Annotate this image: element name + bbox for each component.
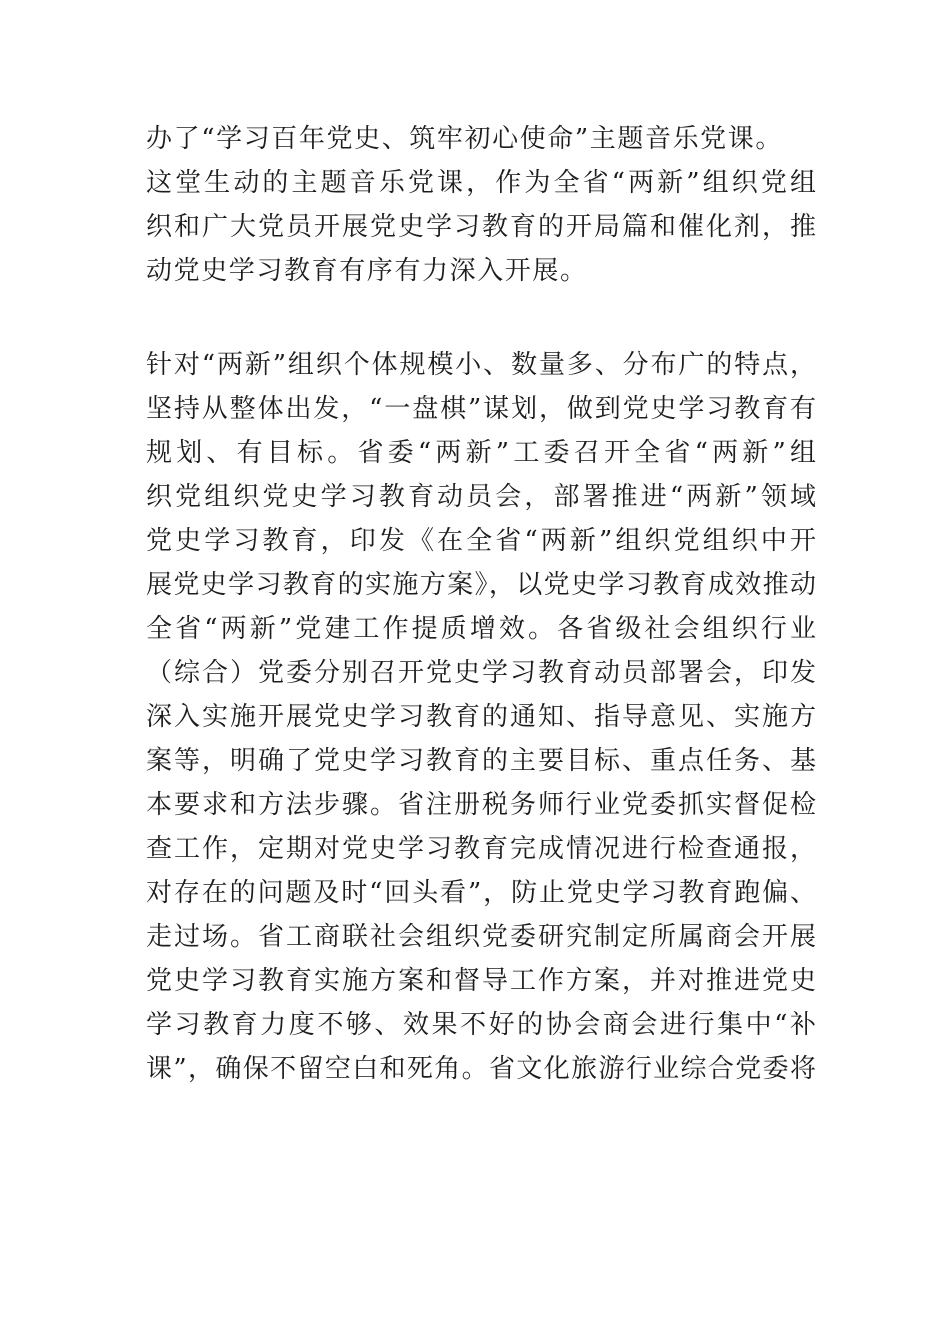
text-line: 走过场。省工商联社会组织党委研究制定所属商会开展 [146,922,816,952]
text-line: 对存在的问题及时“回头看”，防止党史学习教育跑偏、 [146,878,816,908]
text-line: 课”，确保不留空白和死角。省文化旅游行业综合党委将 [146,1054,816,1084]
text-line: 织党组织党史学习教育动员会，部署推进“两新”领域 [146,482,816,512]
text-line: 坚持从整体出发，“一盘棋”谋划，做到党史学习教育有 [146,394,816,424]
text-line: 党史学习教育，印发《在全省“两新”组织党组织中开 [146,526,816,556]
text-line: 查工作，定期对党史学习教育完成情况进行检查通报， [146,834,816,864]
text-line: 本要求和方法步骤。省注册税务师行业党委抓实督促检 [146,790,816,820]
text-line: 学习教育力度不够、效果不好的协会商会进行集中“补 [146,1010,816,1040]
text-line: 动党史学习教育有序有力深入开展。 [146,256,588,286]
text-line: 案等，明确了党史学习教育的主要目标、重点任务、基 [146,746,816,776]
text-line: 全省“两新”党建工作提质增效。各省级社会组织行业 [146,614,816,644]
text-line: 这堂生动的主题音乐党课，作为全省“两新”组织党组 [146,168,816,198]
text-line: 党史学习教育实施方案和督导工作方案，并对推进党史 [146,966,816,996]
text-line: 织和广大党员开展党史学习教育的开局篇和催化剂，推 [146,212,816,242]
text-line: （综合）党委分别召开党史学习教育动员部署会，印发 [146,658,816,688]
text-line: 深入实施开展党史学习教育的通知、指导意见、实施方 [146,702,816,732]
text-line: 针对“两新”组织个体规模小、数量多、分布广的特点， [146,350,816,380]
text-line: 展党史学习教育的实施方案》，以党史学习教育成效推动 [146,570,816,600]
text-line: 办了“学习百年党史、筑牢初心使命”主题音乐党课。 [146,124,783,154]
text-line: 规划、有目标。省委“两新”工委召开全省“两新”组 [146,438,816,468]
